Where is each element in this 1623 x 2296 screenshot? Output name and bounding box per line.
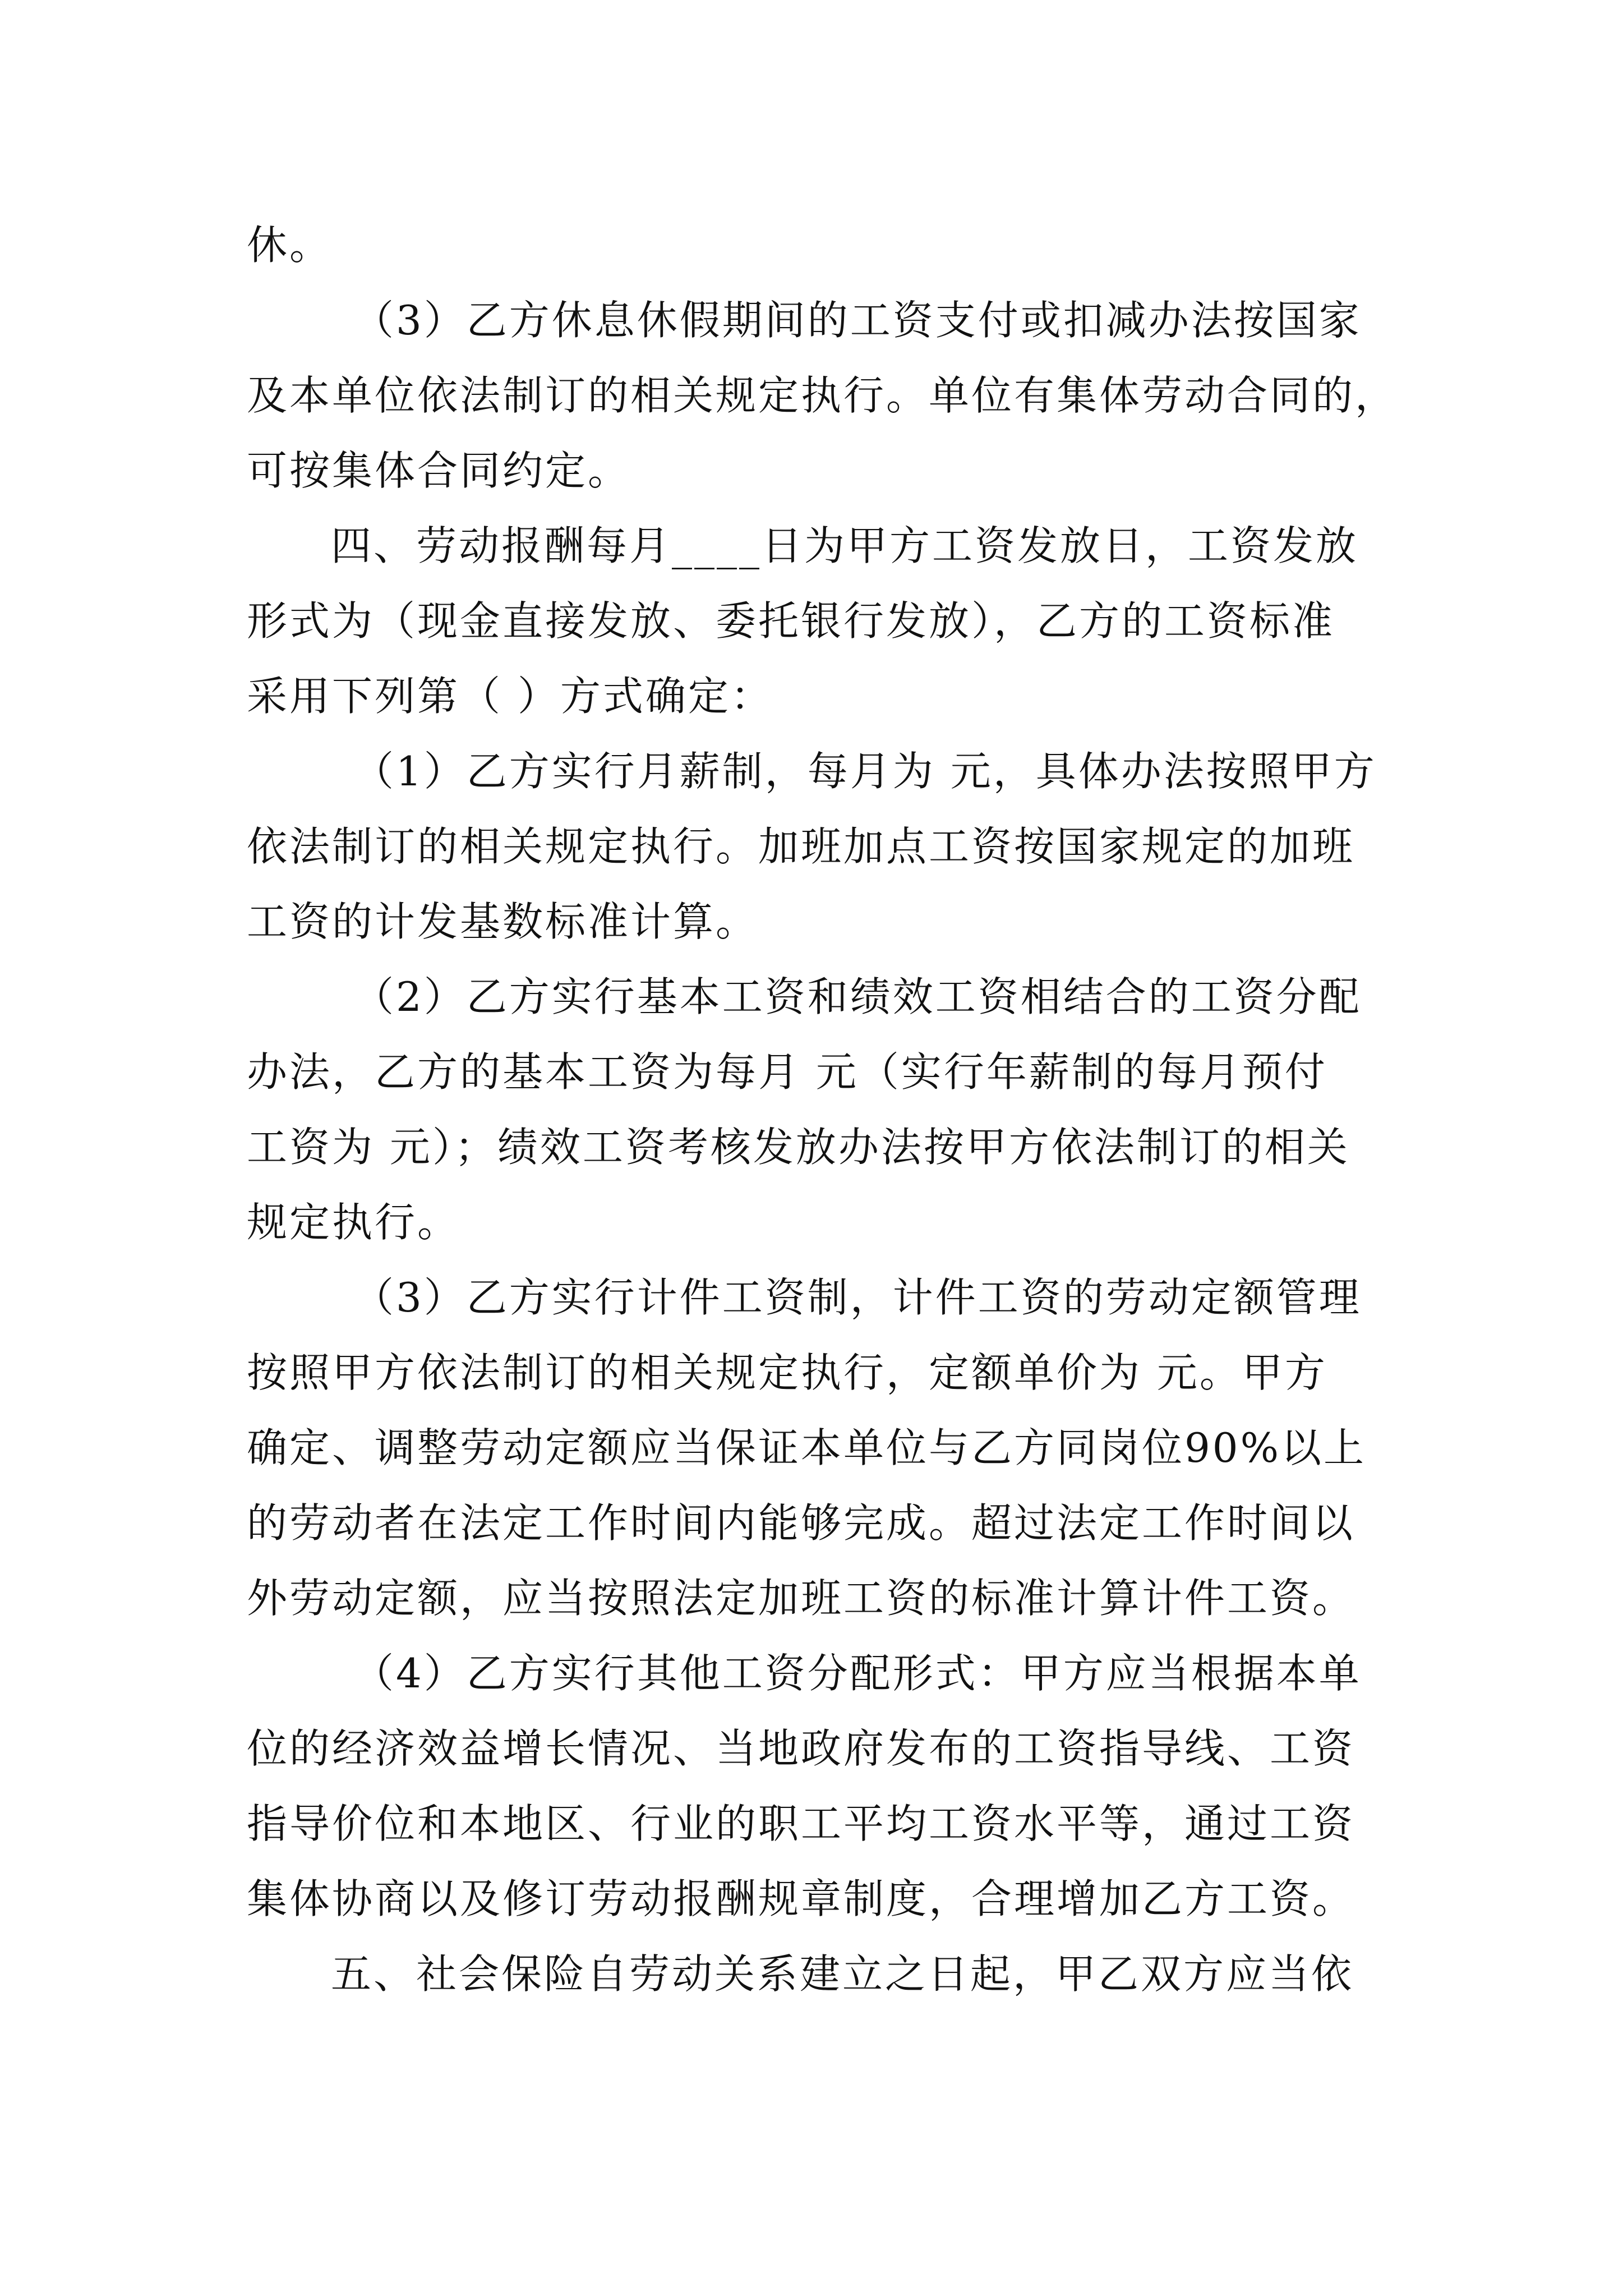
text-line: 指导价位和本地区、行业的职工平均工资水平等，通过工资	[247, 1800, 1355, 1847]
text-line: 外劳动定额，应当按照法定加班工资的标准计算计件工资。	[247, 1575, 1355, 1622]
text-line: 休。	[247, 222, 333, 269]
text-line: （1）乙方实行月薪制，每月为 元，具体办法按照甲方	[353, 748, 1377, 795]
text-line: （4）乙方实行其他工资分配形式：甲方应当根据本单	[353, 1650, 1362, 1697]
text-line: 及本单位依法制订的相关规定执行。单位有集体劳动合同的，	[247, 372, 1398, 419]
text-line: 形式为（现金直接发放、委托银行发放），乙方的工资标准	[247, 597, 1335, 645]
text-line: 的劳动者在法定工作时间内能够完成。超过法定工作时间以	[247, 1499, 1355, 1547]
text-line: 确定、调整劳动定额应当保证本单位与乙方同岗位90%以上	[247, 1424, 1367, 1471]
text-line: 办法，乙方的基本工资为每月 元（实行年薪制的每月预付	[247, 1048, 1327, 1096]
text-line: 四、劳动报酬每月____日为甲方工资发放日，工资发放	[331, 522, 1359, 569]
text-line: （2）乙方实行基本工资和绩效工资相结合的工资分配	[353, 973, 1362, 1020]
text-line: 位的经济效益增长情况、当地政府发布的工资指导线、工资	[247, 1725, 1355, 1772]
text-line: 集体协商以及修订劳动报酬规章制度，合理增加乙方工资。	[247, 1875, 1355, 1922]
text-line: 采用下列第（ ）方式确定：	[247, 673, 773, 720]
text-line: （3）乙方休息休假期间的工资支付或扣减办法按国家	[353, 297, 1362, 344]
text-line: 可按集体合同约定。	[247, 447, 631, 494]
text-line: 按照甲方依法制订的相关规定执行，定额单价为 元。甲方	[247, 1349, 1327, 1396]
text-line: 规定执行。	[247, 1199, 460, 1246]
text-line: 五、社会保险自劳动关系建立之日起，甲乙双方应当依	[331, 1950, 1354, 1998]
text-line: 依法制订的相关规定执行。加班加点工资按国家规定的加班	[247, 823, 1355, 870]
text-line: 工资为 元）；绩效工资考核发放办法按甲方依法制订的相关	[247, 1124, 1350, 1171]
document-body	[247, 208, 1398, 2012]
text-line: 工资的计发基数标准计算。	[247, 898, 759, 945]
text-line: （3）乙方实行计件工资制，计件工资的劳动定额管理	[353, 1274, 1362, 1321]
